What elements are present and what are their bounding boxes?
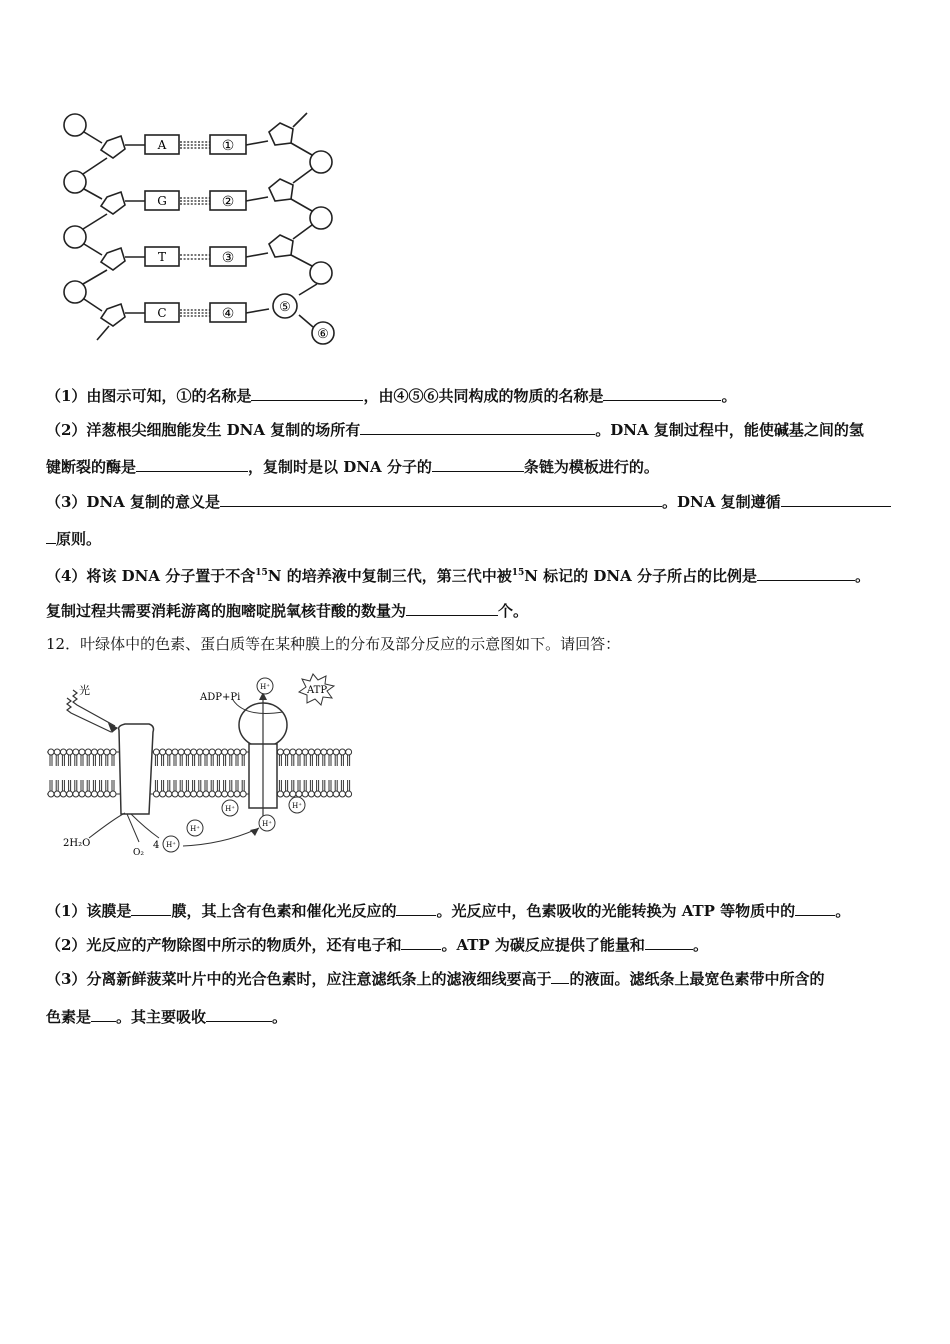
q11-part4-line2: 复制过程共需要消耗游离的胞嘧啶脱氧核苷酸的数量为 个。 bbox=[46, 602, 529, 620]
label-adp-pi: ADP+Pi bbox=[200, 692, 241, 703]
label-h-plus: H⁺ bbox=[166, 841, 176, 849]
q11-part3-line1: （3）DNA 复制的意义是 。DNA 复制遵循 bbox=[46, 491, 891, 512]
answer-blank bbox=[91, 1006, 116, 1022]
base-right-3: ③ bbox=[221, 250, 235, 266]
label-o2: O₂ bbox=[133, 848, 144, 858]
answer-blank bbox=[251, 385, 363, 401]
answer-blank bbox=[432, 456, 524, 472]
base-left-3: T bbox=[157, 250, 167, 264]
q11-part4-line1: （4）将该 DNA 分子置于不含$^{15}$N 的培养液中复制三代，第三代中被$^{15}$N 标记的 DNA 分子所占的比例是 。 bbox=[46, 567, 871, 585]
answer-blank bbox=[406, 600, 498, 616]
q12-part2: （2）光反应的产物除图中所示的物质外，还有电子和 。ATP 为碳反应提供了能量和 。 bbox=[46, 936, 708, 954]
answer-blank bbox=[645, 934, 693, 950]
label-six: ⑥ bbox=[317, 327, 329, 342]
label-h-plus: H⁺ bbox=[292, 802, 302, 810]
base-left-2: G bbox=[157, 194, 167, 208]
q12-stem: 12．叶绿体中的色素、蛋白质等在某种膜上的分布及部分反应的示意图如下。请回答： bbox=[46, 635, 621, 653]
answer-blank bbox=[131, 900, 171, 916]
label-atp: ATP bbox=[307, 685, 328, 696]
q11-part2-line2: 键断裂的酶是 ，复制时是以 DNA 分子的 条链为模板进行的。 bbox=[46, 458, 659, 476]
answer-blank bbox=[551, 968, 569, 984]
q11-part2-line1: （2）洋葱根尖细胞能发生 DNA 复制的场所有 。DNA 复制过程中，能使碱基之间的氢 bbox=[46, 421, 864, 439]
label-h-plus: H⁺ bbox=[262, 820, 272, 828]
answer-blank bbox=[220, 491, 662, 507]
answer-blank bbox=[757, 565, 855, 581]
answer-blank bbox=[136, 456, 248, 472]
q12-part3-line2: 色素是 。其主要吸收 。 bbox=[46, 1008, 288, 1026]
answer-blank bbox=[401, 934, 441, 950]
q11-part3-line2: 原则。 bbox=[46, 528, 101, 549]
label-five: ⑤ bbox=[279, 300, 291, 315]
answer-blank bbox=[603, 385, 721, 401]
base-right-1: ① bbox=[221, 138, 235, 154]
base-left-1: A bbox=[157, 138, 167, 152]
label-h-plus: H⁺ bbox=[190, 825, 200, 833]
base-right-2: ② bbox=[221, 194, 235, 210]
label-water: 2H₂O bbox=[63, 838, 91, 849]
answer-blank bbox=[795, 900, 835, 916]
q11-part1: （1）由图示可知，①的名称是 ，由④⑤⑥共同构成的物质的名称是 。 bbox=[46, 387, 737, 405]
base-left-4: C bbox=[157, 306, 167, 320]
dna-structure-figure bbox=[55, 105, 355, 350]
answer-blank bbox=[781, 491, 891, 507]
label-h-plus: H⁺ bbox=[260, 683, 270, 691]
label-light: 光 bbox=[79, 684, 90, 697]
answer-blank bbox=[206, 1006, 272, 1022]
thylakoid-membrane-figure bbox=[45, 668, 355, 863]
answer-blank bbox=[360, 419, 595, 435]
answer-blank bbox=[396, 900, 436, 916]
q12-part3-line1: （3）分离新鲜菠菜叶片中的光合色素时，应注意滤纸条上的滤液细线要高于 的液面。滤纸条上最宽色素带中所含的 bbox=[46, 970, 825, 988]
q12-part1: （1）该膜是 膜，其上含有色素和催化光反应的 。光反应中，色素吸收的光能转换为 ATP 等物质中的 。 bbox=[46, 902, 851, 920]
label-four: 4 bbox=[153, 840, 160, 851]
answer-blank bbox=[46, 528, 56, 544]
label-h-plus: H⁺ bbox=[225, 805, 235, 813]
base-right-4: ④ bbox=[221, 306, 235, 322]
